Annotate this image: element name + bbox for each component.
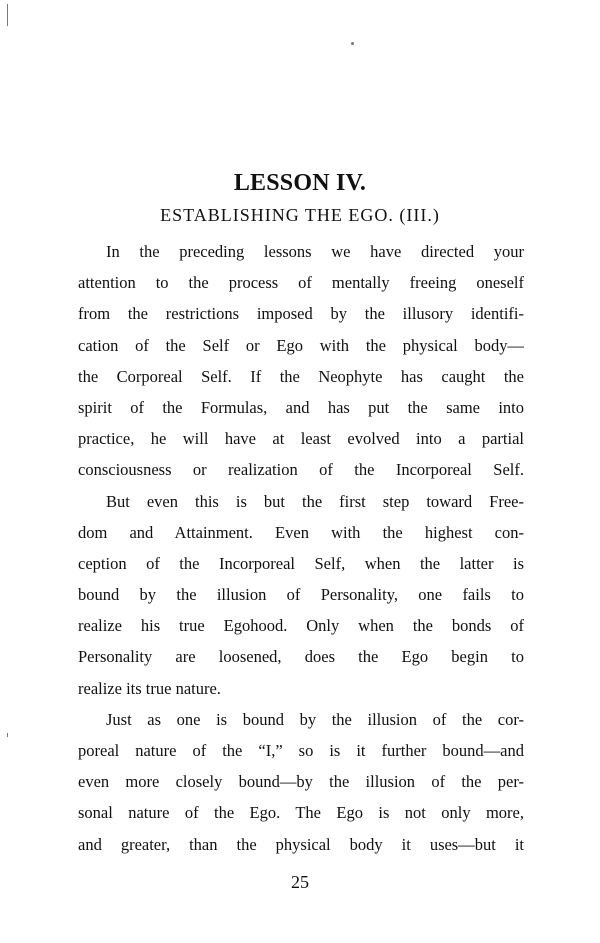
scan-margin-tick <box>7 733 8 737</box>
text-line: dom and Attainment. Even with the highest con- <box>78 522 524 542</box>
paragraph-1 <box>78 236 524 486</box>
page-number: 25 <box>291 872 309 892</box>
lesson-subtitle: ESTABLISHING THE EGO. (III.) <box>160 205 440 225</box>
text-line: from the restrictions imposed by the illusory identifi- <box>78 304 524 324</box>
text-line: bound by the illusion of Personality, one fails to <box>78 585 524 605</box>
paragraph-3 <box>78 704 524 860</box>
text-line: the Corporeal Self. If the Neophyte has caught the <box>78 366 524 386</box>
text-line: But even this is but the first step toward Free- <box>106 491 524 511</box>
text-line: consciousness or realization of the Incorporeal Self. <box>78 460 524 480</box>
text-line: realize his true Egohood. Only when the bonds of <box>78 616 524 636</box>
text-line: sonal nature of the Ego. The Ego is not only more, <box>78 803 524 823</box>
text-line: even more closely bound—by the illusion of the per- <box>78 772 524 792</box>
text-line: Personality are loosened, does the Ego begin to <box>78 647 524 667</box>
text-line: spirit of the Formulas, and has put the same into <box>78 397 524 417</box>
text-line: and greater, than the physical body it uses—but it <box>78 834 524 854</box>
text-line: practice, he will have at least evolved into a partial <box>78 429 524 449</box>
text-line: realize its true nature. <box>78 678 221 698</box>
scan-speck <box>351 42 354 45</box>
text-line: Just as one is bound by the illusion of the cor- <box>106 709 524 729</box>
text-line: attention to the process of mentally freeing oneself <box>78 273 524 293</box>
lesson-title: LESSON IV. <box>233 170 367 196</box>
text-line: ception of the Incorporeal Self, when the latter is <box>78 553 524 573</box>
paragraph-2 <box>78 486 524 704</box>
body-text <box>78 236 524 860</box>
text-line: poreal nature of the “I,” so is it further bound—and <box>78 741 524 760</box>
scan-margin-mark <box>7 4 8 26</box>
text-line: cation of the Self or Ego with the physical body— <box>78 335 524 355</box>
text-line: In the preceding lessons we have directed your <box>106 242 524 261</box>
